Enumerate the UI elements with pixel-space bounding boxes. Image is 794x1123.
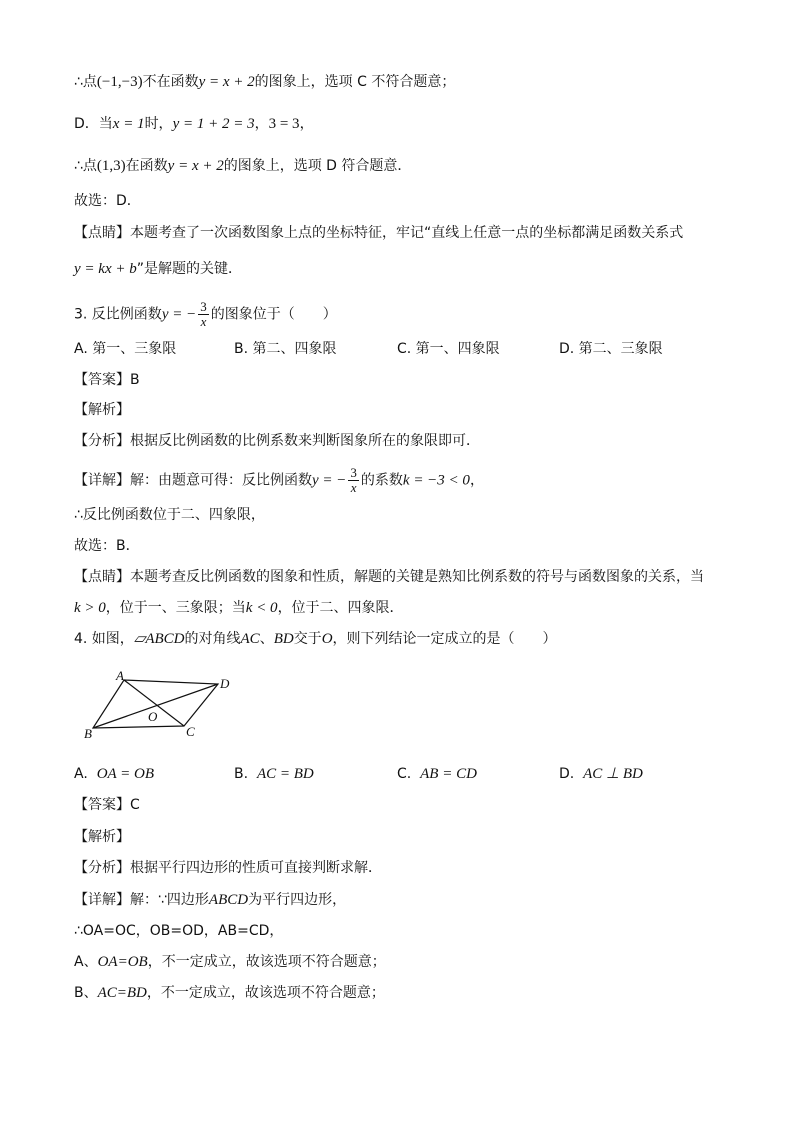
option-a: A. 第一、三象限	[74, 341, 177, 357]
fraction: $\frac{3}{x}$	[200, 299, 207, 329]
option-b: B. AC = BD	[234, 766, 314, 782]
math-expr: k < 0	[245, 600, 278, 616]
answer-label: 【答案】C	[74, 797, 140, 813]
text: 4. 如图，	[74, 631, 134, 647]
math-expr: y = x + 2	[198, 74, 255, 90]
text: 为平行四边形，	[248, 892, 347, 908]
math-expr: BD	[273, 631, 294, 647]
text-line	[74, 952, 386, 972]
label-b: B	[84, 726, 92, 741]
question-4	[74, 629, 557, 649]
text: ，	[254, 116, 269, 132]
text: 不在函数	[142, 74, 199, 90]
text: B、	[74, 985, 98, 1001]
text: ”是解题的关键．	[136, 261, 242, 277]
text: ∴点	[74, 158, 97, 174]
text-line	[74, 983, 385, 1003]
option-d: D. 第二、三象限	[559, 341, 663, 357]
text: 的对角线	[184, 631, 241, 647]
text-line	[74, 114, 314, 134]
text-line	[74, 259, 242, 279]
math-expr: 3 = 3	[268, 116, 300, 132]
text-line	[74, 466, 484, 495]
math-expr: k > 0	[74, 600, 106, 616]
text: 、	[259, 631, 274, 647]
label-a: A	[116, 668, 124, 683]
text-line	[74, 72, 455, 92]
text: 在函数	[125, 158, 168, 174]
analysis-label: 【解析】	[74, 402, 130, 418]
math-expr: k = −3 < 0	[402, 472, 470, 489]
text-line: 【点睛】本题考查了一次函数图象上点的坐标特征，牢记“直线上任意一点的坐标都满足函数关系式	[74, 225, 684, 241]
math-expr: (1,3)	[96, 158, 126, 174]
text: 【详解】解：由题意可得：反比例函数	[74, 472, 312, 489]
math-expr: y = kx + b	[74, 261, 137, 277]
fraction: $\frac{3}{x}$	[350, 465, 357, 495]
option-c: C. AB = CD	[397, 766, 477, 782]
text-line	[74, 156, 411, 176]
text-line: 故选：D．	[74, 193, 141, 209]
text: D．当	[74, 116, 113, 132]
text: 交于	[293, 631, 322, 647]
math-expr: ABCD	[208, 892, 249, 908]
math-expr: y = x + 2	[167, 158, 224, 174]
text: A、	[74, 954, 98, 970]
text: ，	[469, 472, 484, 489]
text: ，不一定成立，故该选项不符合题意；	[146, 985, 385, 1001]
text: 时，	[144, 116, 173, 132]
text: ，位于二、四象限．	[277, 600, 404, 616]
math-expr: ▱ABCD	[133, 631, 185, 647]
text: ，	[299, 116, 314, 132]
answer-label: 【答案】B	[74, 372, 140, 388]
text-line: 故选：B．	[74, 538, 140, 554]
text: ，不一定成立，故该选项不符合题意；	[147, 954, 386, 970]
parallelogram-figure	[80, 668, 240, 748]
math-expr: x = 1	[112, 116, 145, 132]
option-c: C. 第一、四象限	[397, 341, 500, 357]
text: 的图象位于（ ）	[210, 306, 337, 323]
math-expr: AC	[240, 631, 260, 647]
label-o: O	[148, 709, 158, 724]
math-expr: y = −	[161, 306, 197, 323]
text: 的图象上，选项 D 符合题意．	[223, 158, 412, 174]
text: ，位于一、三象限；当	[105, 600, 246, 616]
text: 的系数	[360, 472, 403, 489]
text: 的图象上，选项 C 不符合题意；	[254, 74, 456, 90]
math-expr: AC=BD	[97, 985, 147, 1001]
math-expr: O	[321, 631, 333, 647]
analysis-label: 【解析】	[74, 829, 130, 845]
text: 3. 反比例函数	[74, 306, 162, 323]
text: ∴点	[74, 74, 97, 90]
question-3	[74, 300, 337, 329]
text-line: 【分析】根据反比例函数的比例系数来判断图象所在的象限即可．	[74, 433, 480, 449]
text-line	[74, 890, 346, 910]
text-line: 【点睛】本题考查反比例函数的图象和性质，解题的关键是熟知比例系数的符号与函数图象的关系，当	[74, 569, 704, 585]
text: 【详解】解：∵四边形	[74, 892, 209, 908]
option-d: D. AC ⊥ BD	[559, 766, 643, 782]
math-expr: y = −	[312, 472, 347, 489]
text-line: ∴反比例函数位于二、四象限，	[74, 507, 265, 523]
option-a: A. OA = OB	[74, 766, 155, 782]
text-line: 【分析】根据平行四边形的性质可直接判断求解．	[74, 860, 382, 876]
text-line	[74, 598, 404, 618]
text-line: ∴OA=OC，OB=OD，AB=CD，	[74, 923, 284, 939]
math-expr: y = 1 + 2 = 3	[172, 116, 255, 132]
label-c: C	[186, 724, 195, 739]
label-d: D	[220, 676, 230, 691]
text: ，则下列结论一定成立的是（ ）	[332, 631, 557, 647]
option-b: B. 第二、四象限	[234, 341, 337, 357]
math-expr: OA=OB	[97, 954, 148, 970]
math-expr: (−1,−3)	[96, 74, 143, 90]
